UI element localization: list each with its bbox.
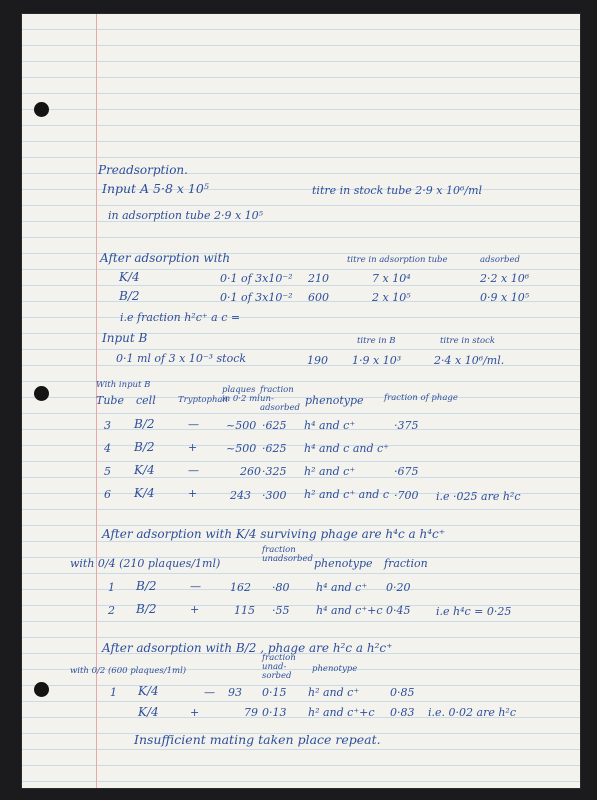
table-cell: ·55 (272, 604, 290, 617)
adsorbed-value: 2·2 x 10⁶ (480, 272, 530, 285)
table-cell: h² and c⁺ (304, 465, 356, 478)
table-cell: — (204, 686, 215, 699)
table-cell: 243 (230, 489, 251, 502)
column-header: fraction un-adsorbed (260, 385, 300, 413)
table-cell: h⁴ and c⁺ (316, 581, 368, 594)
table-cell: h⁴ and c⁺+c (316, 604, 383, 617)
fraction-note: i.e fraction h²c⁺ a c = (120, 311, 241, 324)
table-cell: 2 (108, 604, 115, 617)
table-cell: 0·20 (386, 581, 411, 594)
table-note: i.e ·025 are h²c (436, 490, 521, 503)
table-cell: 162 (230, 581, 251, 594)
table-cell: K/4 (138, 705, 159, 719)
column-header: adsorbed (480, 255, 520, 265)
table-cell: — (188, 418, 199, 431)
table-cell: ·700 (394, 489, 419, 502)
section-heading: Input B (102, 331, 148, 345)
dose-value: 0·1 of 3x10⁻² (220, 291, 293, 304)
table-cell: B/2 (136, 579, 157, 593)
titre-value: 1·9 x 10³ (352, 354, 402, 367)
table-cell: 79 (244, 706, 258, 719)
adsorption-tube-line: in adsorption tube 2·9 x 10⁵ (108, 209, 264, 222)
table-cell: — (190, 580, 201, 593)
column-header: phenotype (314, 557, 373, 570)
section-heading: After adsorption with B/2 , phage are h²c a h²c⁺ (102, 641, 393, 655)
column-header: cell (136, 394, 156, 407)
table-cell: ·625 (262, 419, 287, 432)
table-cell: 0·83 (390, 706, 415, 719)
table-cell: ~500 (226, 419, 257, 432)
table-cell: B/2 (136, 602, 157, 616)
dose-value: 0·1 ml of 3 x 10⁻³ stock (116, 352, 247, 365)
input-a-line: Input A 5·8 x 10⁵ (102, 181, 209, 196)
titre-value: 2 x 10⁵ (372, 291, 411, 304)
column-header: plaques in 0·2 ml (222, 385, 260, 404)
table-caption: With input B (96, 380, 151, 390)
adsorbed-value: 0·9 x 10⁵ (480, 291, 530, 304)
table-cell: B/2 (134, 417, 155, 431)
table-cell: ·325 (262, 465, 287, 478)
page-title: Preadsorption. (98, 163, 188, 177)
table-cell: 6 (104, 488, 111, 501)
table-cell: 0·85 (390, 686, 415, 699)
table-cell: 260 (240, 465, 261, 478)
table-cell: h² and c⁺ (308, 686, 360, 699)
titre-value: 7 x 10⁴ (372, 272, 411, 285)
binder-hole (34, 386, 49, 401)
section-heading: After adsorption with K/4 surviving phage are h⁴c a h⁴c⁺ (102, 527, 446, 541)
table-cell: 0·13 (262, 706, 287, 719)
table-cell: 115 (234, 604, 255, 617)
table-cell: h⁴ and c and c⁺ (304, 442, 389, 455)
table-note: i.e h⁴c = 0·25 (436, 605, 512, 618)
column-header: phenotype (305, 394, 364, 407)
notebook-page (22, 14, 580, 788)
table-cell: K/4 (134, 486, 155, 500)
table-cell: 0·15 (262, 686, 287, 699)
cell-label: K/4 (119, 270, 140, 284)
column-header: Tryptophan (178, 395, 228, 405)
table-cell: 5 (104, 465, 111, 478)
table-cell: ·375 (394, 419, 419, 432)
table-cell: ·300 (262, 489, 287, 502)
column-header: titre in B (357, 336, 396, 346)
table-cell: 1 (110, 686, 117, 699)
section-heading: After adsorption with (100, 251, 231, 265)
table-cell: h⁴ and c⁺ (304, 419, 356, 432)
table-cell: + (188, 487, 198, 500)
with-line: with 0/4 (210 plaques/1ml) (70, 557, 221, 570)
table-cell: ·80 (272, 581, 290, 594)
table-cell: K/4 (138, 684, 159, 698)
column-header: fraction unad-sorbed (262, 653, 296, 681)
conclusion-note: Insufficient mating taken place repeat. (134, 732, 381, 747)
table-cell: 1 (108, 581, 115, 594)
table-cell: K/4 (134, 463, 155, 477)
count-value: 210 (308, 272, 329, 285)
table-cell: — (188, 464, 199, 477)
dose-value: 0·1 of 3x10⁻² (220, 272, 293, 285)
table-cell: 4 (104, 442, 111, 455)
cell-label: B/2 (119, 289, 140, 303)
table-cell: ·625 (262, 442, 287, 455)
column-header: fraction unadsorbed (262, 545, 313, 564)
count-value: 190 (307, 354, 328, 367)
table-cell: B/2 (134, 440, 155, 454)
binder-hole (34, 102, 49, 117)
column-header: Tube (96, 394, 124, 407)
table-cell: + (190, 706, 200, 719)
table-cell: + (188, 441, 198, 454)
table-note: i.e. 0·02 are h²c (428, 706, 516, 719)
table-cell: + (190, 603, 200, 616)
table-cell: ~500 (226, 442, 257, 455)
table-cell: h² and c⁺ and c (304, 488, 389, 501)
count-value: 600 (308, 291, 329, 304)
table-cell: 93 (228, 686, 242, 699)
table-cell: ·675 (394, 465, 419, 478)
table-cell: h² and c⁺+c (308, 706, 375, 719)
titre-stock-line: titre in stock tube 2·9 x 10⁶/ml (312, 184, 483, 197)
table-cell: 0·45 (386, 604, 411, 617)
column-header: phenotype (312, 664, 358, 674)
column-header: fraction (384, 557, 428, 570)
binder-hole (34, 682, 49, 697)
column-header: titre in stock (440, 336, 496, 346)
table-cell: 3 (104, 419, 111, 432)
column-header: titre in adsorption tube (347, 255, 448, 265)
with-line: with 0/2 (600 plaques/1ml) (70, 666, 187, 676)
titre-value: 2·4 x 10⁶/ml. (434, 354, 505, 367)
column-header: fraction of phage (384, 393, 458, 403)
